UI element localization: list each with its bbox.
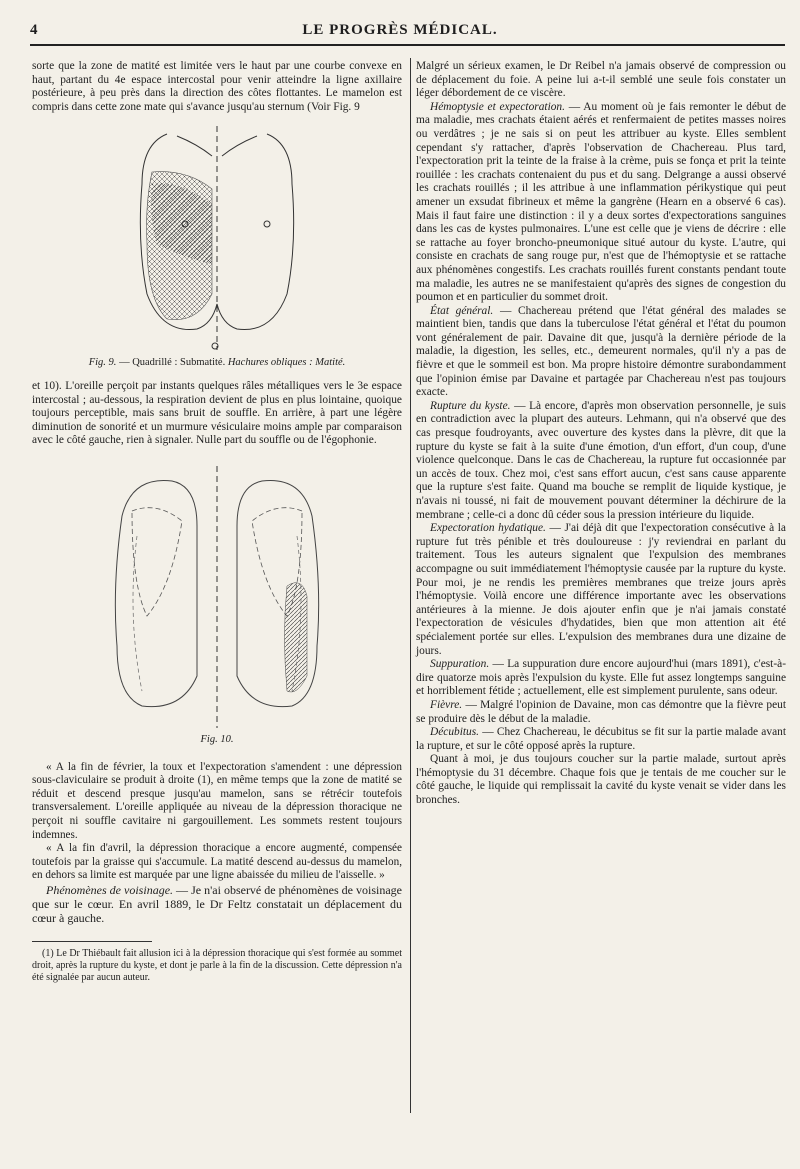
paragraph: et 10). L'oreille perçoit par instants quelques râles métalliques vers le 3e espace intercostal ; au-dessous, la respiration devient de plus en plus lointaine, quoique toujours perceptible, mais sans bruit de souffle. En arrière, à part une légère diminution de sonorité et un murmure vésiculaire moins ample par comparaison avec le côté gauche, rien à signaler. Nulle part du souffle ou de l'égophonie. [32,379,402,447]
paragraph: sorte que la zone de matité est limitée vers le haut par une courbe convexe en haut, partant du 4e espace intercostal pour venir atteindre la ligne axillaire postérieure, à peu près dans la direction des côtes flottantes. Le mamelon est compris dans cette zone mate qui s'avance jusqu'au sternum (Voir Fig. 9 [32,60,402,113]
section-body: — J'ai déjà dit que l'expectoration consécutive à la rupture fut très pénible et très douloureuse : j'y reviendrai en parlant du traitement. Tous les auteurs signalent que l'expulsion des membranes accompagne ou suit immédiatement l'hémoptysie causée par la rupture du kyste. Pour moi, je ne rendis les premières membranes que treize jours après l'hémoptysie. Voilà encore une différence importante avec les observations antérieures à la mienne. Je dois ajouter enfin que je n'ai jamais constaté l'expectoration de vésicules d'hydatides, bien que mon attention ait été spécialement portée sur elles. L'expulsion des membranes dura une dizaine de jours. [416,522,786,657]
quote-paragraph: « A la fin d'avril, la dépression thoracique a encore augmenté, compensée toutefois par la graisse qui s'accumule. La matité descend au-dessus du mamelon, en dehors sa limite est marquée par une ligne abaissée du milieu de l'aisselle. » [32,842,402,882]
column-divider [410,58,411,1113]
footnote: (1) Le Dr Thiébault fait allusion ici à la dépression thoracique qui s'est formée au sommet droit, après la rupture du kyste, et dont je parle à la fin de la discussion. Cette dépression n'a été signalée par aucun auteur. [32,947,402,983]
running-title: LE PROGRÈS MÉDICAL. [302,22,498,38]
page-number: 4 [30,22,38,38]
section-heading: Suppuration. [430,658,490,671]
section-body: — Malgré l'opinion de Davaine, mon cas démontre que la fièvre peut se produire dès le début de la maladie. [416,698,786,725]
section-body: — Chez Chachereau, le décubitus se fit sur la partie malade avant la rupture, et sur le côté opposé après la rupture. [416,726,786,752]
section-heading: Hémoptysie et expectoration. [430,100,565,113]
quotation [32,761,402,883]
footnote-rule [32,941,152,942]
figure-10-back-percussion-diagram [102,466,332,731]
left-column [32,60,402,984]
section-heading: État général. [430,304,494,317]
section-body: — Là encore, d'après mon observation personnelle, je suis en contradiction avec la plupart des auteurs. Lehmann, qui n'a observé que des cas presque foudroyants, avec ouverture des kystes dans la plèvre, dit que la rupture du kyste se fait à la suite d'une émotion, d'un effort, d'un coup, d'une violence quelconque. Dans le cas de Chachereau, la rupture fut occasionnée par un accès de toux. Chez moi, c'est sans effort aucun, c'est sans cause apparente que la rupture s'est faite. Quand ma bouche se remplit de liquide kystique, je n'avais ni toussé, ni fait de mouvement pouvant déterminer la déchirure de la membrane ; celle-ci a donc dû céder sous la pression intérieure du liquide. [416,399,786,521]
paragraph: Malgré un sérieux examen, le Dr Reibel n'a jamais observé de compression ou de déplacement du foie. A peine lui a-t-il semblé une seule fois constater un léger débordement de ce viscère. [416,60,786,100]
header-rule [30,44,785,46]
figure-9-number: Fig. 9. [88,357,117,369]
section-heading: Phénomènes de voisinage. [46,882,174,897]
figure-9-chest-percussion-diagram [117,124,317,352]
figure-9-legend-b: Hachures obliques : Matité. [227,357,346,369]
section-body: — Au moment où je fais remonter le début de ma maladie, mes crachats étaient aérés et renfermaient de petites masses noires ou verdâtres ; je ne sais si on peut les attribuer au kyste. Elles semblent cependant s'y rattacher, d'après l'observation de Chachereau. Plus tard, l'expectoration prit la teinte de la fraise à la crème, puis se fonça et prit la teinte rouillée : les crachats contenaient du pus et du sang. Delgrange a aussi observé les crachats rouillés ; il les attribue à une inflammation périkystique qui peut amener un exsudat fibrineux et même la gangrène (Hearn en a observé 6 cas). Mais il faut faire une distinction : il y a deux sortes d'expectorations sanguines dans les cas de kystes pulmonaires. L'une est celle que je viens de décrire : elle se rattache au foyer broncho-pneumonique situé autour du kyste. L'autre, qui consiste en crachats de sang rouge pur, n'est que de l'hémoptysie et se rattache aux phénomènes congestifs. Les crachats rouillés furent constants pendant toute ma maladie, les autres ne se manifestaient qu'après des signes de congestion du poumon et en particulier du sommet droit. [416,100,786,304]
section-phenomenes [32,883,402,925]
figure-9-caption [32,356,402,370]
figure-9-legend-a: — Quadrillé : Submatité. [119,357,226,369]
section-heading: Décubitus. [430,726,480,739]
quote-paragraph: « A la fin de février, la toux et l'expectoration s'amendent : une dépression sous-claviculaire se produit à droite (1), en même temps que la zone de matité se réduit et descend presque jusqu'au mamelon, sans se rétrécir toutefois transversalement. L'oreille appliquée au niveau de la dépression thoracique ne perçoit ni souffle cavitaire ni gargouillement. Les sommets restent toujours indemnes. [32,760,402,841]
right-column [416,60,786,808]
section-body: — Chachereau prétend que l'état général des malades se maintient bien, tandis que dans la tuberculose l'état général et l'état du poumon vont généralement de pair. Davaine dit que, jusqu'à la dernière période de la maladie, la digestion, les selles, etc., demeurent normales, qu'il n'y a pas de fièvre et que le sommeil est bon. Ma propre histoire démontre surabondamment que l'opinion émise par Davaine et partagée par Chachereau n'est pas toujours exacte. [416,304,786,399]
paragraph: Quant à moi, je dus toujours coucher sur la partie malade, surtout après l'hémoptysie du 31 décembre. Chaque fois que je tentais de me coucher sur le côté gauche, le liquide qui remplissait la cavité du kyste venait se vider dans les bronches. [416,753,786,807]
figure-10-caption: Fig. 10. [200,733,234,745]
section-heading: Fièvre. [430,698,463,711]
section-body: — Je n'ai observé de phénomènes de voisinage que sur le cœur. En avril 1889, le Dr Feltz constatait un déplacement du cœur à gauche. [32,882,402,925]
section-heading: Rupture du kyste. [430,399,511,412]
section-heading: Expectoration hydatique. [430,522,546,535]
section-body: — La suppuration dure encore aujourd'hui (mars 1891), c'est-à-dire quatorze mois après l'expulsion du kyste. Elle fut assez longtemps sanguine et horriblement fétide ; actuellement, elle est simplement purulente, sans odeur. [416,658,786,698]
